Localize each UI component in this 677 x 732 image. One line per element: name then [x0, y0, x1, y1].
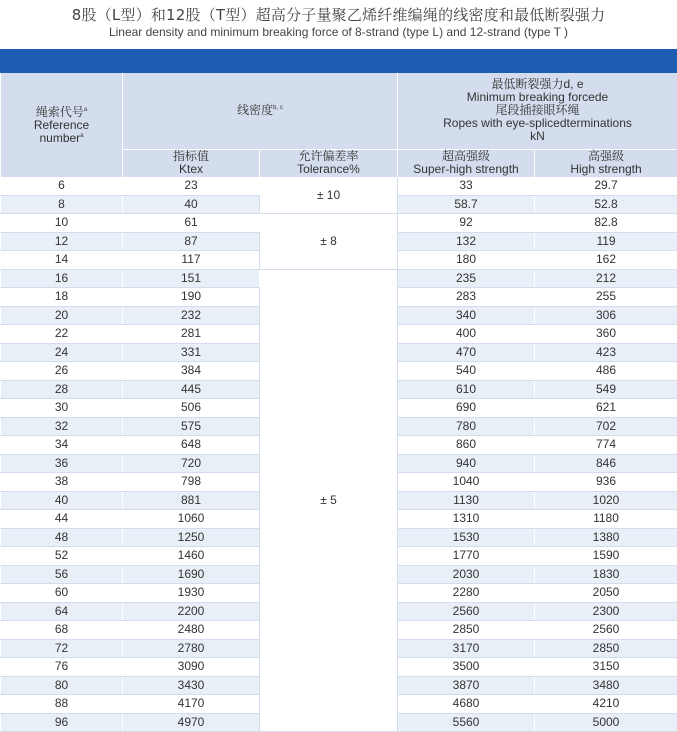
- ktex-cell: 575: [123, 417, 260, 436]
- high-cell: 4210: [535, 695, 677, 714]
- ktex-cell: 2480: [123, 621, 260, 640]
- ref-cell: 18: [1, 288, 123, 307]
- super-high-header: [398, 149, 535, 177]
- super-high-cell: 1040: [398, 473, 535, 492]
- high-header-en: High strength: [535, 163, 677, 176]
- ref-header: [1, 73, 123, 177]
- super-high-cell: 690: [398, 399, 535, 418]
- high-cell: 162: [535, 251, 677, 270]
- ref-header-en2: number: [39, 131, 80, 145]
- high-cell: 1020: [535, 491, 677, 510]
- high-cell: 774: [535, 436, 677, 455]
- ref-cell: 28: [1, 380, 123, 399]
- super-high-cell: 540: [398, 362, 535, 381]
- super-high-cell: 610: [398, 380, 535, 399]
- tolerance-cell: ± 5: [260, 269, 398, 732]
- ref-cell: 64: [1, 602, 123, 621]
- ktex-cell: 61: [123, 214, 260, 233]
- super-high-cell: 33: [398, 177, 535, 195]
- ktex-cell: 720: [123, 454, 260, 473]
- super-high-cell: 2850: [398, 621, 535, 640]
- high-cell: 621: [535, 399, 677, 418]
- ktex-cell: 232: [123, 306, 260, 325]
- ktex-cell: 2780: [123, 639, 260, 658]
- high-cell: 360: [535, 325, 677, 344]
- ref-cell: 52: [1, 547, 123, 566]
- ktex-cell: 648: [123, 436, 260, 455]
- super-high-cell: 4680: [398, 695, 535, 714]
- high-cell: 2850: [535, 639, 677, 658]
- ref-cell: 22: [1, 325, 123, 344]
- nominal-header-zh: 指标值: [123, 150, 259, 163]
- ref-cell: 16: [1, 269, 123, 288]
- ref-cell: 14: [1, 251, 123, 270]
- density-header-zh: 线密度: [237, 103, 273, 117]
- high-cell: 255: [535, 288, 677, 307]
- high-cell: 846: [535, 454, 677, 473]
- tolerance-header-zh: 允许偏差率: [260, 150, 397, 163]
- high-cell: 1380: [535, 528, 677, 547]
- high-cell: 2050: [535, 584, 677, 603]
- high-cell: 306: [535, 306, 677, 325]
- high-header: [535, 149, 677, 177]
- table-row: [1, 214, 677, 233]
- ref-cell: 30: [1, 399, 123, 418]
- ref-cell: 40: [1, 491, 123, 510]
- high-cell: 82.8: [535, 214, 677, 233]
- super-high-cell: 2560: [398, 602, 535, 621]
- nominal-header: [123, 149, 260, 177]
- ref-cell: 20: [1, 306, 123, 325]
- super-high-cell: 1130: [398, 491, 535, 510]
- mbf-header: [398, 73, 677, 149]
- density-sup: b, c: [273, 105, 283, 111]
- mbf-line1: 最低断裂强力d, e: [398, 78, 677, 91]
- high-cell: 3150: [535, 658, 677, 677]
- mbf-line5: kN: [398, 130, 677, 143]
- ktex-cell: 1460: [123, 547, 260, 566]
- header-bar: [0, 49, 677, 73]
- super-high-cell: 2280: [398, 584, 535, 603]
- density-header: [123, 73, 398, 149]
- spec-table: [0, 73, 677, 732]
- ref-cell: 88: [1, 695, 123, 714]
- nominal-header-en: Ktex: [123, 163, 259, 176]
- super-high-cell: 235: [398, 269, 535, 288]
- high-cell: 486: [535, 362, 677, 381]
- ref-en2-sup: a: [80, 133, 83, 139]
- high-cell: 702: [535, 417, 677, 436]
- ref-cell: 56: [1, 565, 123, 584]
- high-cell: 423: [535, 343, 677, 362]
- ref-cell: 68: [1, 621, 123, 640]
- high-cell: 5000: [535, 713, 677, 732]
- super-high-cell: 940: [398, 454, 535, 473]
- high-cell: 212: [535, 269, 677, 288]
- ref-cell: 72: [1, 639, 123, 658]
- ref-cell: 8: [1, 195, 123, 214]
- mbf-line4: Ropes with eye-splicedterminations: [398, 117, 677, 130]
- table-row: [1, 177, 677, 195]
- ktex-cell: 87: [123, 232, 260, 251]
- ktex-cell: 506: [123, 399, 260, 418]
- ktex-cell: 40: [123, 195, 260, 214]
- ref-cell: 80: [1, 676, 123, 695]
- super-high-cell: 400: [398, 325, 535, 344]
- high-cell: 1830: [535, 565, 677, 584]
- ktex-cell: 3430: [123, 676, 260, 695]
- ref-cell: 38: [1, 473, 123, 492]
- super-high-header-en: Super-high strength: [398, 163, 534, 176]
- ref-cell: 24: [1, 343, 123, 362]
- high-cell: 1590: [535, 547, 677, 566]
- ktex-cell: 384: [123, 362, 260, 381]
- ref-header-zh: 绳索代号: [36, 105, 84, 119]
- ktex-cell: 881: [123, 491, 260, 510]
- super-high-cell: 1770: [398, 547, 535, 566]
- high-cell: 936: [535, 473, 677, 492]
- ref-cell: 36: [1, 454, 123, 473]
- super-high-cell: 180: [398, 251, 535, 270]
- ref-cell: 6: [1, 177, 123, 195]
- tolerance-cell: ± 10: [260, 177, 398, 214]
- super-high-header-zh: 超高强级: [398, 150, 534, 163]
- mbf-line2: Minimum breaking forcede: [398, 91, 677, 104]
- super-high-cell: 3170: [398, 639, 535, 658]
- tolerance-header: [260, 149, 398, 177]
- ref-cell: 48: [1, 528, 123, 547]
- super-high-cell: 3500: [398, 658, 535, 677]
- high-cell: 119: [535, 232, 677, 251]
- tolerance-cell: ± 8: [260, 214, 398, 270]
- ref-cell: 60: [1, 584, 123, 603]
- ktex-cell: 117: [123, 251, 260, 270]
- ref-cell: 26: [1, 362, 123, 381]
- super-high-cell: 283: [398, 288, 535, 307]
- super-high-cell: 1530: [398, 528, 535, 547]
- high-cell: 2560: [535, 621, 677, 640]
- ktex-cell: 1930: [123, 584, 260, 603]
- ktex-cell: 2200: [123, 602, 260, 621]
- high-cell: 2300: [535, 602, 677, 621]
- ktex-cell: 1250: [123, 528, 260, 547]
- ktex-cell: 1060: [123, 510, 260, 529]
- ktex-cell: 1690: [123, 565, 260, 584]
- high-cell: 3480: [535, 676, 677, 695]
- tolerance-header-en: Tolerance%: [260, 163, 397, 176]
- ref-cell: 10: [1, 214, 123, 233]
- ktex-cell: 281: [123, 325, 260, 344]
- super-high-cell: 58.7: [398, 195, 535, 214]
- ref-cell: 32: [1, 417, 123, 436]
- super-high-cell: 780: [398, 417, 535, 436]
- high-header-zh: 高强级: [535, 150, 677, 163]
- ref-cell: 44: [1, 510, 123, 529]
- ref-cell: 34: [1, 436, 123, 455]
- table-body: [1, 177, 677, 732]
- super-high-cell: 470: [398, 343, 535, 362]
- ktex-cell: 798: [123, 473, 260, 492]
- ktex-cell: 190: [123, 288, 260, 307]
- table-row: [1, 269, 677, 288]
- ktex-cell: 331: [123, 343, 260, 362]
- super-high-cell: 132: [398, 232, 535, 251]
- super-high-cell: 2030: [398, 565, 535, 584]
- title-english: Linear density and minimum breaking force of 8-strand (type L) and 12-strand (type T ): [0, 25, 677, 39]
- super-high-cell: 1310: [398, 510, 535, 529]
- super-high-cell: 340: [398, 306, 535, 325]
- super-high-cell: 860: [398, 436, 535, 455]
- high-cell: 1180: [535, 510, 677, 529]
- ref-cell: 76: [1, 658, 123, 677]
- high-cell: 549: [535, 380, 677, 399]
- mbf-line3: 尾段插接眼环绳: [398, 104, 677, 117]
- ktex-cell: 4970: [123, 713, 260, 732]
- ktex-cell: 23: [123, 177, 260, 195]
- ref-cell: 12: [1, 232, 123, 251]
- ktex-cell: 151: [123, 269, 260, 288]
- high-cell: 52.8: [535, 195, 677, 214]
- ktex-cell: 4170: [123, 695, 260, 714]
- high-cell: 29.7: [535, 177, 677, 195]
- ref-cell: 96: [1, 713, 123, 732]
- ktex-cell: 3090: [123, 658, 260, 677]
- title-chinese: 8股（L型）和12股（T型）超高分子量聚乙烯纤维编绳的线密度和最低断裂强力: [0, 4, 677, 25]
- ktex-cell: 445: [123, 380, 260, 399]
- super-high-cell: 92: [398, 214, 535, 233]
- ref-sup: a: [84, 107, 87, 113]
- super-high-cell: 5560: [398, 713, 535, 732]
- super-high-cell: 3870: [398, 676, 535, 695]
- ref-header-en1: Reference: [1, 119, 122, 132]
